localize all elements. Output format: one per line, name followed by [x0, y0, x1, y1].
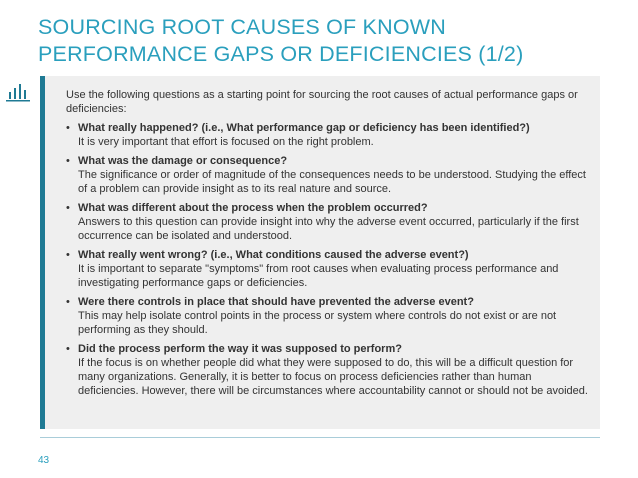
bullet: • [66, 155, 70, 167]
answer-text: Answers to this question can provide insight into why the adverse event occurred, particularly if the first occurrence can be isolated and understood. [78, 216, 579, 242]
answer-text: The significance or order of magnitude of the consequences needs to be understood. Studying the effect of a problem can provide insight as to its real nature and source. [78, 169, 586, 195]
question-list [66, 121, 592, 398]
bullet: • [66, 202, 70, 214]
slide-title [38, 14, 618, 68]
question-text: What really happened? (i.e., What performance gap or deficiency has been identified?) [78, 122, 530, 134]
list-item [66, 201, 592, 243]
answer-text: This may help isolate control points in the process or system where controls do not exist or are not performing as they should. [78, 310, 557, 336]
content-panel [45, 76, 600, 429]
question-text: What really went wrong? (i.e., What conditions caused the adverse event?) [78, 249, 469, 261]
bullet: • [66, 296, 70, 308]
slide-title-line-1: SOURCING ROOT CAUSES OF KNOWN [38, 15, 446, 39]
answer-text: It is very important that effort is focused on the right problem. [78, 136, 374, 148]
list-item [66, 295, 592, 337]
question-text: What was the damage or consequence? [78, 155, 288, 167]
intro-text: Use the following questions as a starting point for sourcing the root causes of actual performance gaps or deficiencies: [66, 89, 578, 115]
bullet: • [66, 122, 70, 134]
list-item [66, 154, 592, 196]
bottom-divider [40, 437, 600, 438]
question-text: What was different about the process when the problem occurred? [78, 202, 428, 214]
question-text: Were there controls in place that should have prevented the adverse event? [78, 296, 474, 308]
answer-text: It is important to separate "symptoms" from root causes when evaluating process performance and investigating performance gaps or deficiencies. [78, 263, 559, 289]
list-item [66, 121, 592, 149]
page-number: 43 [38, 455, 50, 466]
list-item [66, 342, 592, 398]
list-item [66, 248, 592, 290]
bullet: • [66, 249, 70, 261]
bar-chart-icon [6, 80, 34, 102]
slide-title-line-2: PERFORMANCE GAPS OR DEFICIENCIES (1/2) [38, 42, 524, 66]
answer-text: If the focus is on whether people did what they were supposed to do, this will be a difficult question for many organizations. Generally, it is better to focus on process deficiencies rather than human deficiencies. However, there will be circumstances where accountability cannot or should not be avoided. [78, 357, 588, 397]
question-text: Did the process perform the way it was supposed to perform? [78, 343, 402, 355]
bullet: • [66, 343, 70, 355]
